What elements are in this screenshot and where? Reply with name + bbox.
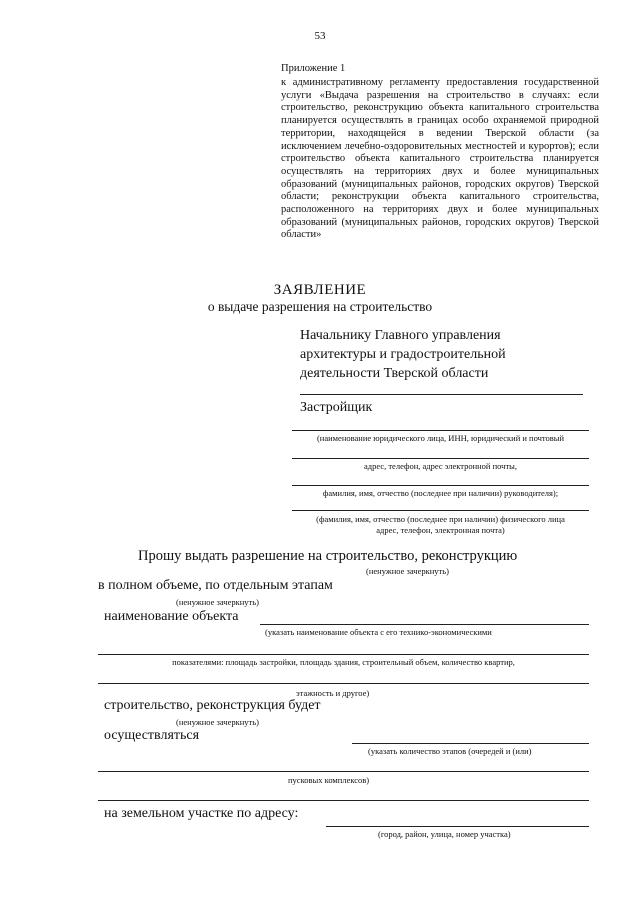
stages-line-1[interactable] bbox=[352, 743, 589, 744]
document-subtitle: о выдаче разрешения на строительство bbox=[207, 299, 433, 314]
developer-hint-4a: (фамилия, имя, отчество (последнее при наличии) физического лица bbox=[316, 514, 565, 524]
object-hint-3: этажность и другое) bbox=[296, 688, 370, 698]
addressee-line-2: архитектуры и градостроительной bbox=[300, 347, 506, 362]
stages-hint-1: (указать количество этапов (очередей и (или) bbox=[368, 746, 532, 756]
stages-line-3[interactable] bbox=[98, 800, 589, 801]
page-number: 53 bbox=[314, 30, 326, 42]
request-line-2: в полном объеме, по отдельным этапам bbox=[98, 578, 333, 593]
request-line-1: Прошу выдать разрешение на строительство, реконструкцию bbox=[138, 548, 518, 564]
object-name-label: наименование объекта bbox=[104, 609, 239, 624]
annex-title: Приложение 1 bbox=[281, 63, 346, 74]
developer-line-1[interactable] bbox=[292, 430, 589, 431]
developer-hint-1: (наименование юридического лица, ИНН, юридический и почтовый bbox=[316, 433, 565, 443]
object-hint-1: (указать наименование объекта с его технико-экономическими bbox=[265, 627, 492, 637]
addressee-line-3: деятельности Тверской области bbox=[300, 366, 489, 381]
object-hint-2: показателями: площадь застройки, площадь здания, строительный объем, количество квартир, bbox=[172, 657, 515, 667]
developer-label: Застройщик bbox=[300, 400, 373, 415]
developer-line-3[interactable] bbox=[292, 485, 589, 486]
developer-line-4[interactable] bbox=[292, 510, 589, 511]
request-hint-1: (ненужное зачеркнуть) bbox=[366, 566, 449, 576]
construction-hint: (ненужное зачеркнуть) bbox=[176, 717, 259, 727]
developer-line-2[interactable] bbox=[292, 458, 589, 459]
land-address-hint: (город, район, улица, номер участка) bbox=[378, 829, 511, 839]
object-name-line[interactable] bbox=[260, 624, 589, 625]
construction-label-1: строительство, реконструкция будет bbox=[104, 698, 321, 713]
stages-line-2[interactable] bbox=[98, 771, 589, 772]
land-address-label: на земельном участке по адресу: bbox=[104, 806, 299, 821]
addressee-line-1: Начальнику Главного управления bbox=[300, 328, 501, 343]
addressee-block bbox=[300, 326, 600, 383]
developer-hint-2: адрес, телефон, адрес электронной почты, bbox=[363, 461, 518, 471]
object-line-3[interactable] bbox=[98, 683, 589, 684]
developer-hint-4b: адрес, телефон, электронная почта) bbox=[376, 525, 505, 535]
developer-hint-3: фамилия, имя, отчество (последнее при наличии) руководителя); bbox=[322, 488, 559, 498]
object-line-2[interactable] bbox=[98, 654, 589, 655]
stages-hint-2: пусковых комплексов) bbox=[288, 775, 370, 785]
annex-body: к административному регламенту предоставления государственной услуги «Выдача разрешения на строительство в случаях: если строительство, реконструкцию объекта капитального строительства планируется осуществлять в границах особо охраняемой природной территории, находящейся в ведении Тверской области (за исключением лечебно-оздоровительных местностей и курортов); если строительство объекта капитального строительства планируется осуществлять на территориях двух и более муниципальных образований (муниципальных районов, городских округов) Тверской области; реконструкции объекта капитального строительства, расположенного на территориях двух и более муниципальных образований (муниципальных районов, городских округов) Тверской области» bbox=[281, 77, 599, 241]
addressee-underline bbox=[300, 394, 583, 395]
land-address-line[interactable] bbox=[326, 826, 589, 827]
construction-label-2: осуществляться bbox=[104, 728, 200, 743]
request-hint-2: (ненужное зачеркнуть) bbox=[176, 597, 259, 607]
document-title: ЗАЯВЛЕНИЕ bbox=[273, 282, 367, 298]
